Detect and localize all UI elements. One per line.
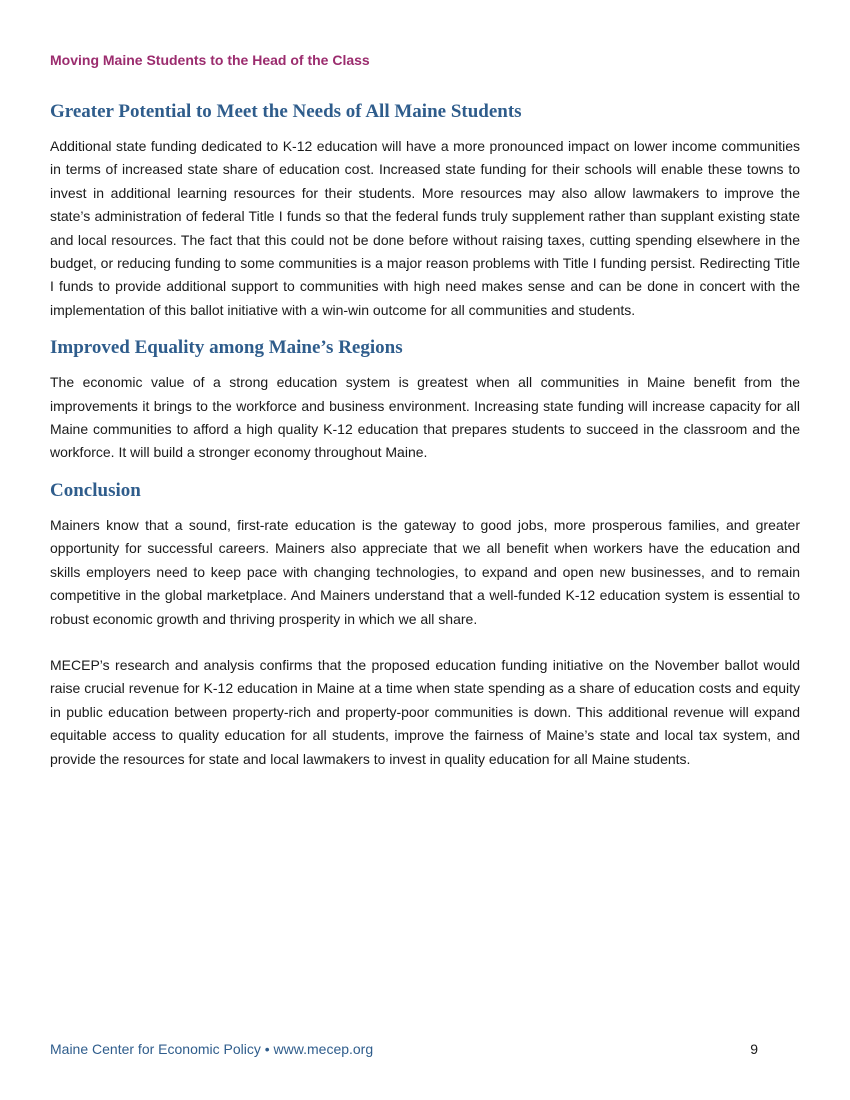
section-paragraph: Mainers know that a sound, first-rate education is the gateway to good jobs, more prosperous families, and greater opportunity for successful careers. Mainers also appreciate that we all benefit when workers have the education and skills employers need to keep pace with changing technologies, to expand and open new businesses, and to remain competitive in the global marketplace. And Mainers understand that a well-funded K-12 education system is essential to robust economic growth and thriving prosperity in which we all share. bbox=[50, 516, 800, 627]
paragraph-spacer bbox=[50, 631, 800, 654]
section-conclusion bbox=[50, 478, 800, 771]
page-footer bbox=[50, 1041, 758, 1057]
section-paragraph: Additional state funding dedicated to K-12 education will have a more pronounced impact on lower income communities in terms of increased state share of education cost. Increased state funding for their schools will enable these towns to invest in additional learning resources for their students. More resources may also allow lawmakers to improve the state’s administration of federal Title I funds so that the federal funds truly supplement rather than supplant existing state and local resources. The fact that this could not be done before without raising taxes, cutting spending elsewhere in the budget, or reducing funding to some communities is a major reason problems with Title I funding persist. Redirecting Title I funds to provide additional support to communities with high need makes sense and can be done in concert with the implementation of this ballot initiative with a win-win outcome for all communities and students. bbox=[50, 138, 800, 318]
footer-organization: Maine Center for Economic Policy • www.mecep.org bbox=[50, 1041, 374, 1057]
document-body bbox=[50, 99, 800, 784]
running-header-title: Moving Maine Students to the Head of the Class bbox=[50, 52, 370, 68]
section-paragraph: MECEP’s research and analysis confirms that the proposed education funding initiative on the November ballot would raise crucial revenue for K-12 education in Maine at a time when state spending as a share of education costs and equity in public education between property-rich and property-poor communities is down. This additional revenue will expand equitable access to quality education for all students, improve the fairness of Maine’s state and local tax system, and provide the resources for state and local lawmakers to invest in quality education for all Maine students. bbox=[50, 656, 800, 767]
section-paragraph: The economic value of a strong education system is greatest when all communities in Maine benefit from the improvements it brings to the workforce and business environment. Increasing state funding will increase capacity for all Maine communities to afford a high quality K-12 education that prepares students to succeed in the classroom and the workforce. It will build a stronger economy throughout Maine. bbox=[50, 374, 800, 461]
section-greater-potential bbox=[50, 99, 800, 322]
section-heading: Improved Equality among Maine’s Regions bbox=[50, 337, 403, 359]
section-improved-equality bbox=[50, 335, 800, 465]
section-heading: Greater Potential to Meet the Needs of All Maine Students bbox=[50, 101, 522, 122]
page-number: 9 bbox=[750, 1041, 758, 1057]
section-heading: Conclusion bbox=[50, 479, 141, 501]
